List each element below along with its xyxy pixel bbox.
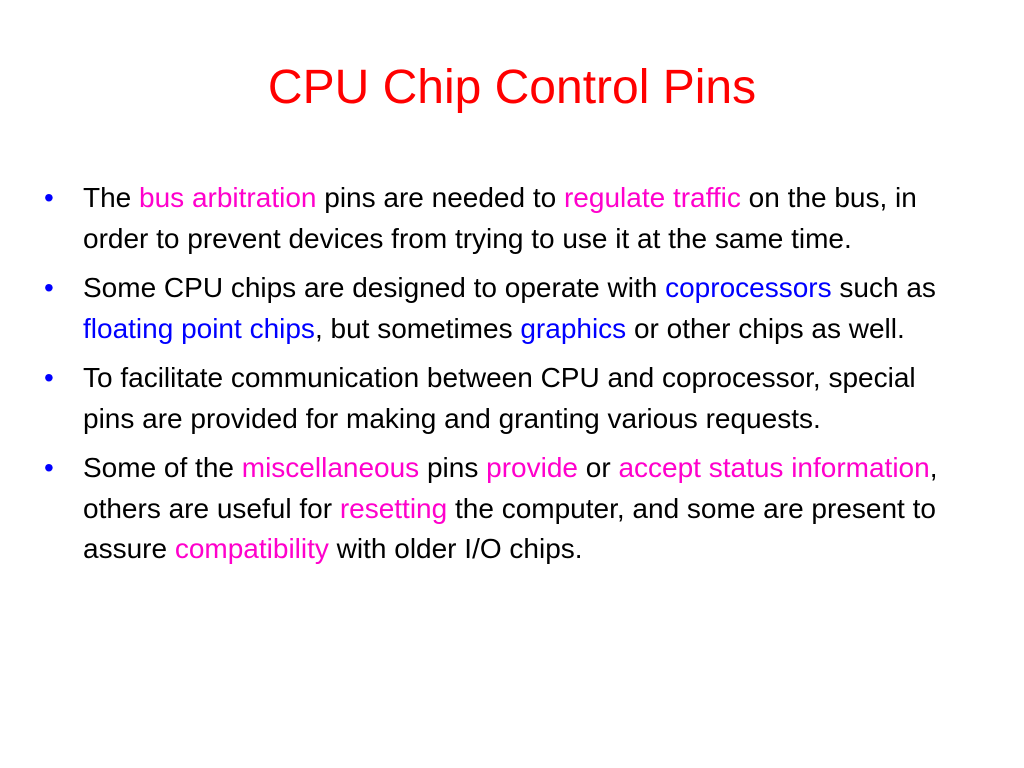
text-segment: such as	[831, 272, 936, 303]
bullet-text	[83, 272, 936, 344]
bullet-text	[83, 182, 917, 254]
bullet-item	[44, 448, 964, 570]
text-segment: Some of the	[83, 452, 242, 483]
highlight-coprocessors: coprocessors	[665, 272, 832, 303]
highlight-provide: provide	[486, 452, 578, 483]
bullet-item	[44, 178, 964, 259]
highlight-floating-point-chips: floating point chips	[83, 312, 315, 344]
highlight-miscellaneous: miscellaneous	[241, 452, 420, 483]
text-segment: on the bus, in order to prevent devices from trying to use it at the same time.	[83, 182, 917, 254]
bullet-dot-icon: •	[44, 272, 54, 303]
text-segment: To facilitate communication between CPU and coprocessor, special pins are provided for making and granting various requests.	[83, 362, 916, 434]
bullet-dot-icon: •	[44, 182, 54, 213]
text-segment: The	[83, 182, 140, 213]
text-segment: Some CPU chips are designed to operate with	[83, 272, 666, 303]
bullet-dot-icon: •	[44, 362, 54, 393]
bullet-item	[44, 268, 964, 349]
bullet-item	[44, 358, 964, 439]
text-segment: pins	[419, 452, 487, 483]
highlight-accept-status-information: accept status information	[618, 452, 930, 483]
text-segment: or	[577, 452, 619, 483]
highlight-regulate-traffic: regulate traffic	[563, 182, 741, 213]
bullet-text	[83, 362, 916, 434]
text-segment: the computer, and some are present to assure	[83, 492, 936, 564]
text-segment: , others are useful for	[83, 452, 938, 524]
highlight-bus-arbitration: bus arbitration	[139, 182, 317, 213]
text-segment: or other chips as well.	[626, 312, 905, 344]
bullet-dot-icon: •	[44, 452, 54, 483]
text-segment: , but sometimes	[314, 312, 521, 344]
bullet-text	[83, 452, 938, 564]
text-segment: pins are needed to	[316, 182, 564, 213]
bullet-list	[44, 178, 964, 579]
highlight-compatibility: compatibility	[174, 533, 329, 564]
highlight-graphics: graphics	[520, 312, 627, 344]
text-segment: with older I/O chips.	[328, 533, 583, 564]
highlight-resetting: resetting	[339, 492, 448, 524]
slide-title: CPU Chip Control Pins	[267, 61, 757, 114]
